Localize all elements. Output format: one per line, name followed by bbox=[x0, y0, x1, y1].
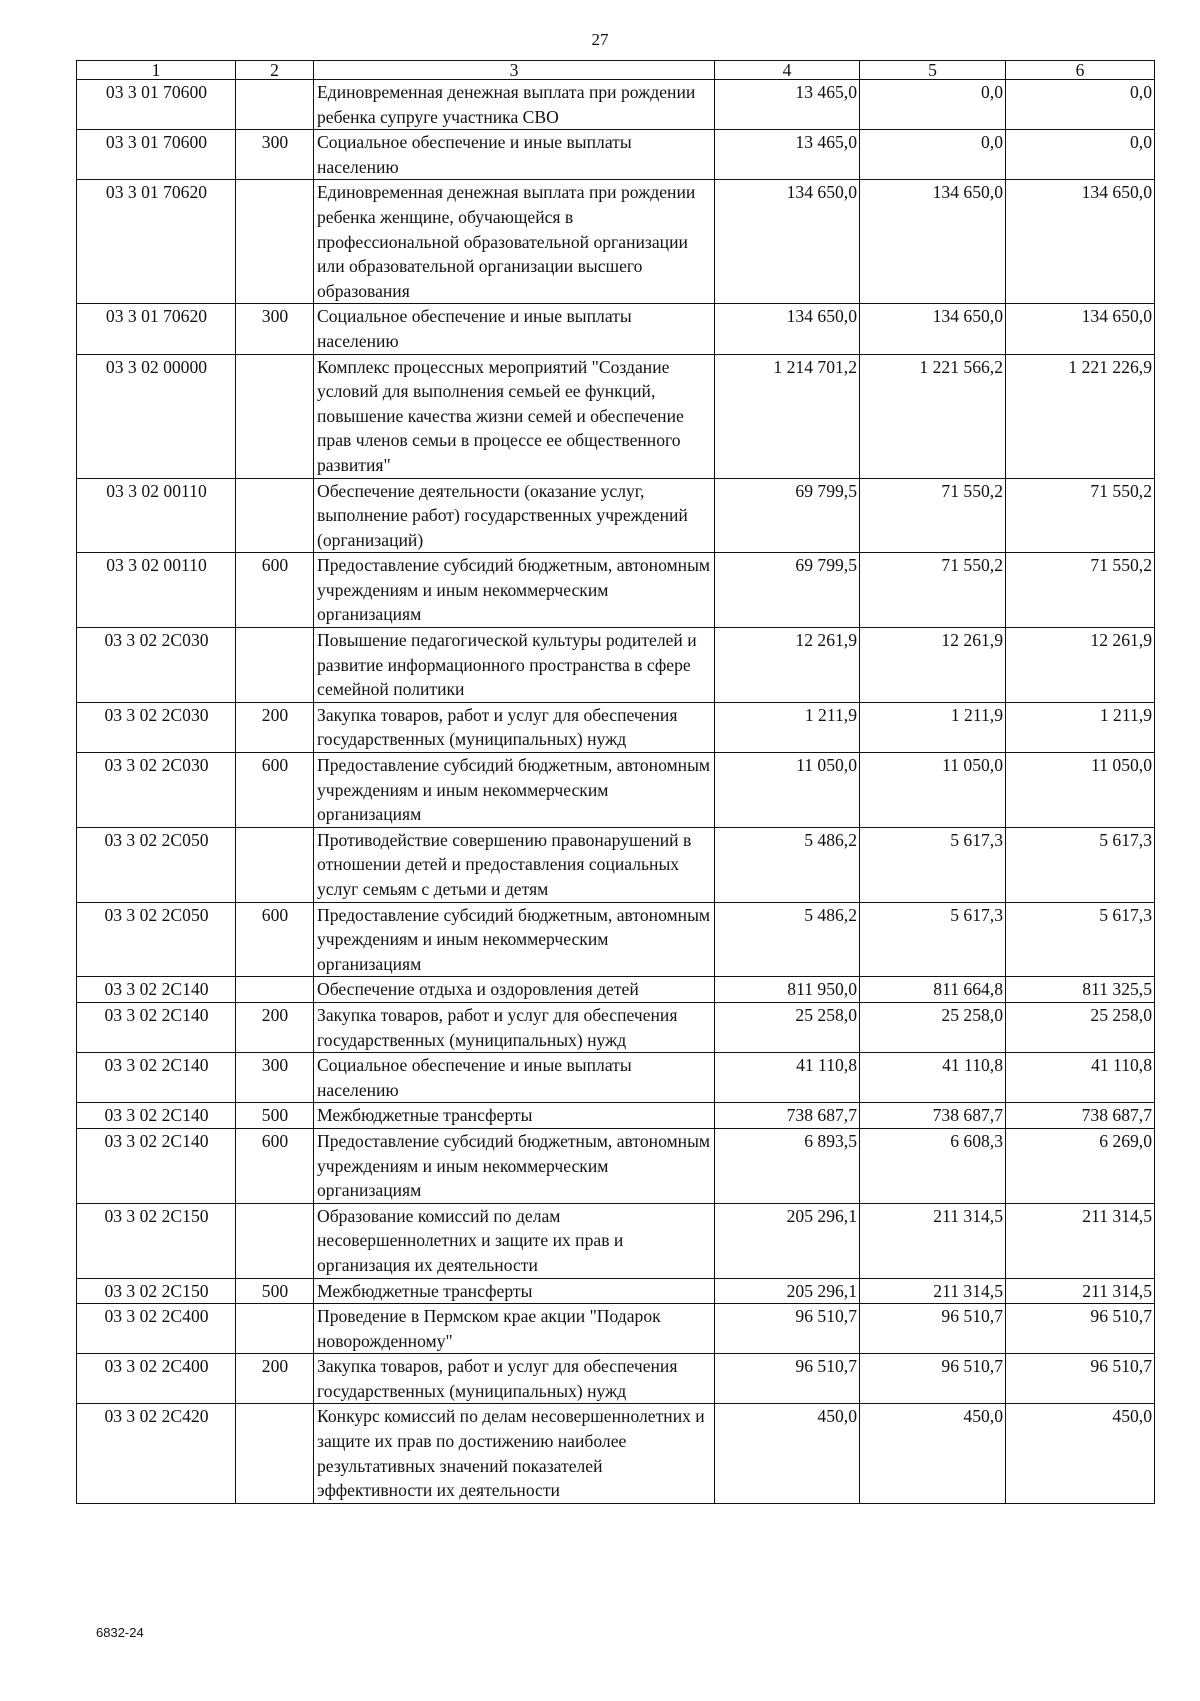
amount-col4-cell: 1 214 701,2 bbox=[715, 354, 860, 478]
table-row bbox=[77, 1002, 1155, 1052]
column-header-5: 5 bbox=[860, 61, 1006, 80]
amount-col5-cell: 0,0 bbox=[860, 130, 1006, 180]
table-row bbox=[77, 1354, 1155, 1404]
amount-col6-cell: 134 650,0 bbox=[1006, 180, 1155, 304]
column-header-1: 1 bbox=[77, 61, 236, 80]
amount-col6-cell: 450,0 bbox=[1006, 1404, 1155, 1503]
item-name-cell: Закупка товаров, работ и услуг для обеспечения государственных (муниципальных) нужд bbox=[314, 702, 715, 752]
amount-col6-cell: 11 050,0 bbox=[1006, 753, 1155, 828]
budget-code-cell: 03 3 02 2С400 bbox=[77, 1354, 236, 1404]
amount-col5-cell: 41 110,8 bbox=[860, 1053, 1006, 1103]
expense-type-cell bbox=[236, 80, 314, 130]
expense-type-cell: 500 bbox=[236, 1278, 314, 1304]
table-row bbox=[77, 1203, 1155, 1278]
amount-col5-cell: 25 258,0 bbox=[860, 1002, 1006, 1052]
amount-col6-cell: 211 314,5 bbox=[1006, 1203, 1155, 1278]
amount-col5-cell: 71 550,2 bbox=[860, 478, 1006, 553]
header-row bbox=[77, 61, 1155, 80]
budget-code-cell: 03 3 02 2С140 bbox=[77, 1103, 236, 1129]
table-row bbox=[77, 553, 1155, 628]
amount-col4-cell: 205 296,1 bbox=[715, 1203, 860, 1278]
budget-code-cell: 03 3 02 2С140 bbox=[77, 977, 236, 1003]
table-row bbox=[77, 902, 1155, 977]
column-header-2: 2 bbox=[236, 61, 314, 80]
item-name-cell: Закупка товаров, работ и услуг для обеспечения государственных (муниципальных) нужд bbox=[314, 1354, 715, 1404]
expense-type-cell bbox=[236, 1304, 314, 1354]
table-row bbox=[77, 130, 1155, 180]
budget-code-cell: 03 3 02 2С150 bbox=[77, 1203, 236, 1278]
amount-col4-cell: 96 510,7 bbox=[715, 1304, 860, 1354]
item-name-cell: Закупка товаров, работ и услуг для обеспечения государственных (муниципальных) нужд bbox=[314, 1002, 715, 1052]
budget-code-cell: 03 3 02 2С140 bbox=[77, 1128, 236, 1203]
budget-code-cell: 03 3 02 2С150 bbox=[77, 1278, 236, 1304]
table-row bbox=[77, 753, 1155, 828]
item-name-cell: Единовременная денежная выплата при рождении ребенка супруге участника СВО bbox=[314, 80, 715, 130]
item-name-cell: Социальное обеспечение и иные выплаты населению bbox=[314, 304, 715, 354]
amount-col6-cell: 5 617,3 bbox=[1006, 827, 1155, 902]
amount-col5-cell: 71 550,2 bbox=[860, 553, 1006, 628]
expense-type-cell: 200 bbox=[236, 1002, 314, 1052]
amount-col6-cell: 0,0 bbox=[1006, 80, 1155, 130]
table-row bbox=[77, 702, 1155, 752]
amount-col6-cell: 211 314,5 bbox=[1006, 1278, 1155, 1304]
amount-col4-cell: 738 687,7 bbox=[715, 1103, 860, 1129]
budget-code-cell: 03 3 02 2С140 bbox=[77, 1053, 236, 1103]
table-row bbox=[77, 80, 1155, 130]
expense-type-cell: 200 bbox=[236, 702, 314, 752]
amount-col5-cell: 12 261,9 bbox=[860, 628, 1006, 703]
amount-col4-cell: 41 110,8 bbox=[715, 1053, 860, 1103]
table-row bbox=[77, 180, 1155, 304]
amount-col5-cell: 134 650,0 bbox=[860, 304, 1006, 354]
amount-col4-cell: 69 799,5 bbox=[715, 478, 860, 553]
amount-col5-cell: 450,0 bbox=[860, 1404, 1006, 1503]
amount-col6-cell: 41 110,8 bbox=[1006, 1053, 1155, 1103]
item-name-cell: Предоставление субсидий бюджетным, автономным учреждениям и иным некоммерческим организациям bbox=[314, 1128, 715, 1203]
table-row bbox=[77, 354, 1155, 478]
amount-col5-cell: 811 664,8 bbox=[860, 977, 1006, 1003]
budget-code-cell: 03 3 02 2С030 bbox=[77, 702, 236, 752]
amount-col4-cell: 13 465,0 bbox=[715, 130, 860, 180]
amount-col4-cell: 5 486,2 bbox=[715, 827, 860, 902]
item-name-cell: Обеспечение отдыха и оздоровления детей bbox=[314, 977, 715, 1003]
expense-type-cell: 300 bbox=[236, 1053, 314, 1103]
table-row bbox=[77, 628, 1155, 703]
amount-col4-cell: 96 510,7 bbox=[715, 1354, 860, 1404]
amount-col4-cell: 134 650,0 bbox=[715, 180, 860, 304]
expense-type-cell bbox=[236, 628, 314, 703]
item-name-cell: Конкурс комиссий по делам несовершеннолетних и защите их прав по достижению наиболее результативных значений показателей эффективности их деятельности bbox=[314, 1404, 715, 1503]
amount-col4-cell: 13 465,0 bbox=[715, 80, 860, 130]
column-header-4: 4 bbox=[715, 61, 860, 80]
item-name-cell: Повышение педагогической культуры родителей и развитие информационного пространства в сфере семейной политики bbox=[314, 628, 715, 703]
amount-col5-cell: 0,0 bbox=[860, 80, 1006, 130]
page-number: 27 bbox=[591, 30, 609, 49]
amount-col5-cell: 11 050,0 bbox=[860, 753, 1006, 828]
amount-col6-cell: 12 261,9 bbox=[1006, 628, 1155, 703]
amount-col5-cell: 134 650,0 bbox=[860, 180, 1006, 304]
item-name-cell: Социальное обеспечение и иные выплаты населению bbox=[314, 130, 715, 180]
amount-col5-cell: 1 221 566,2 bbox=[860, 354, 1006, 478]
budget-code-cell: 03 3 02 2С400 bbox=[77, 1304, 236, 1354]
item-name-cell: Межбюджетные трансферты bbox=[314, 1103, 715, 1129]
expense-type-cell bbox=[236, 1203, 314, 1278]
amount-col5-cell: 211 314,5 bbox=[860, 1278, 1006, 1304]
expense-type-cell bbox=[236, 1404, 314, 1503]
budget-code-cell: 03 3 02 2С050 bbox=[77, 827, 236, 902]
column-header-6: 6 bbox=[1006, 61, 1155, 80]
amount-col6-cell: 71 550,2 bbox=[1006, 478, 1155, 553]
amount-col5-cell: 5 617,3 bbox=[860, 827, 1006, 902]
expense-type-cell: 200 bbox=[236, 1354, 314, 1404]
amount-col4-cell: 450,0 bbox=[715, 1404, 860, 1503]
expense-type-cell: 600 bbox=[236, 753, 314, 828]
amount-col5-cell: 5 617,3 bbox=[860, 902, 1006, 977]
budget-code-cell: 03 3 01 70600 bbox=[77, 80, 236, 130]
amount-col6-cell: 71 550,2 bbox=[1006, 553, 1155, 628]
budget-code-cell: 03 3 02 2С420 bbox=[77, 1404, 236, 1503]
amount-col5-cell: 6 608,3 bbox=[860, 1128, 1006, 1203]
budget-table bbox=[76, 60, 1155, 1504]
amount-col6-cell: 96 510,7 bbox=[1006, 1304, 1155, 1354]
column-header-3: 3 bbox=[314, 61, 715, 80]
expense-type-cell: 600 bbox=[236, 553, 314, 628]
budget-code-cell: 03 3 02 2С140 bbox=[77, 1002, 236, 1052]
budget-code-cell: 03 3 02 2С030 bbox=[77, 753, 236, 828]
item-name-cell: Проведение в Пермском крае акции "Подарок новорожденному" bbox=[314, 1304, 715, 1354]
amount-col5-cell: 211 314,5 bbox=[860, 1203, 1006, 1278]
table-row bbox=[77, 1103, 1155, 1129]
amount-col4-cell: 6 893,5 bbox=[715, 1128, 860, 1203]
expense-type-cell bbox=[236, 478, 314, 553]
expense-type-cell: 300 bbox=[236, 130, 314, 180]
amount-col4-cell: 1 211,9 bbox=[715, 702, 860, 752]
expense-type-cell bbox=[236, 827, 314, 902]
item-name-cell: Предоставление субсидий бюджетным, автономным учреждениям и иным некоммерческим организациям bbox=[314, 902, 715, 977]
expense-type-cell bbox=[236, 977, 314, 1003]
amount-col4-cell: 5 486,2 bbox=[715, 902, 860, 977]
item-name-cell: Социальное обеспечение и иные выплаты населению bbox=[314, 1053, 715, 1103]
amount-col4-cell: 69 799,5 bbox=[715, 553, 860, 628]
item-name-cell: Предоставление субсидий бюджетным, автономным учреждениям и иным некоммерческим организациям bbox=[314, 553, 715, 628]
expense-type-cell: 600 bbox=[236, 902, 314, 977]
item-name-cell: Обеспечение деятельности (оказание услуг, выполнение работ) государственных учреждений (организаций) bbox=[314, 478, 715, 553]
budget-code-cell: 03 3 02 2С030 bbox=[77, 628, 236, 703]
expense-type-cell: 500 bbox=[236, 1103, 314, 1129]
expense-type-cell bbox=[236, 354, 314, 478]
table-row bbox=[77, 1128, 1155, 1203]
item-name-cell: Образование комиссий по делам несовершеннолетних и защите их прав и организация их деятельности bbox=[314, 1203, 715, 1278]
amount-col4-cell: 12 261,9 bbox=[715, 628, 860, 703]
item-name-cell: Межбюджетные трансферты bbox=[314, 1278, 715, 1304]
amount-col5-cell: 1 211,9 bbox=[860, 702, 1006, 752]
amount-col6-cell: 96 510,7 bbox=[1006, 1354, 1155, 1404]
amount-col4-cell: 134 650,0 bbox=[715, 304, 860, 354]
expense-type-cell bbox=[236, 180, 314, 304]
budget-code-cell: 03 3 02 00110 bbox=[77, 553, 236, 628]
amount-col6-cell: 25 258,0 bbox=[1006, 1002, 1155, 1052]
amount-col4-cell: 11 050,0 bbox=[715, 753, 860, 828]
amount-col5-cell: 738 687,7 bbox=[860, 1103, 1006, 1129]
amount-col6-cell: 0,0 bbox=[1006, 130, 1155, 180]
budget-code-cell: 03 3 01 70620 bbox=[77, 180, 236, 304]
amount-col6-cell: 134 650,0 bbox=[1006, 304, 1155, 354]
table-row bbox=[77, 304, 1155, 354]
document-id: 6832-24 bbox=[96, 1625, 144, 1640]
amount-col6-cell: 738 687,7 bbox=[1006, 1103, 1155, 1129]
table-body bbox=[77, 80, 1155, 1504]
table-row bbox=[77, 1404, 1155, 1503]
amount-col4-cell: 25 258,0 bbox=[715, 1002, 860, 1052]
amount-col6-cell: 1 211,9 bbox=[1006, 702, 1155, 752]
table-row bbox=[77, 478, 1155, 553]
amount-col6-cell: 1 221 226,9 bbox=[1006, 354, 1155, 478]
amount-col6-cell: 811 325,5 bbox=[1006, 977, 1155, 1003]
budget-code-cell: 03 3 02 00110 bbox=[77, 478, 236, 553]
item-name-cell: Комплекс процессных мероприятий "Создание условий для выполнения семьей ее функций, повышение качества жизни семей и обеспечение прав членов семьи в процессе ее общественного развития" bbox=[314, 354, 715, 478]
table-row bbox=[77, 1304, 1155, 1354]
table-row bbox=[77, 1053, 1155, 1103]
table-row bbox=[77, 827, 1155, 902]
item-name-cell: Предоставление субсидий бюджетным, автономным учреждениям и иным некоммерческим организациям bbox=[314, 753, 715, 828]
budget-code-cell: 03 3 02 00000 bbox=[77, 354, 236, 478]
amount-col6-cell: 5 617,3 bbox=[1006, 902, 1155, 977]
amount-col6-cell: 6 269,0 bbox=[1006, 1128, 1155, 1203]
expense-type-cell: 300 bbox=[236, 304, 314, 354]
table-row bbox=[77, 977, 1155, 1003]
table-row bbox=[77, 1278, 1155, 1304]
item-name-cell: Противодействие совершению правонарушений в отношении детей и предоставления социальных услуг семьям с детьми и детям bbox=[314, 827, 715, 902]
budget-code-cell: 03 3 01 70620 bbox=[77, 304, 236, 354]
budget-code-cell: 03 3 02 2С050 bbox=[77, 902, 236, 977]
amount-col4-cell: 811 950,0 bbox=[715, 977, 860, 1003]
amount-col5-cell: 96 510,7 bbox=[860, 1354, 1006, 1404]
amount-col5-cell: 96 510,7 bbox=[860, 1304, 1006, 1354]
amount-col4-cell: 205 296,1 bbox=[715, 1278, 860, 1304]
item-name-cell: Единовременная денежная выплата при рождении ребенка женщине, обучающейся в профессиональной образовательной организации или образовательной организации высшего образования bbox=[314, 180, 715, 304]
expense-type-cell: 600 bbox=[236, 1128, 314, 1203]
budget-code-cell: 03 3 01 70600 bbox=[77, 130, 236, 180]
